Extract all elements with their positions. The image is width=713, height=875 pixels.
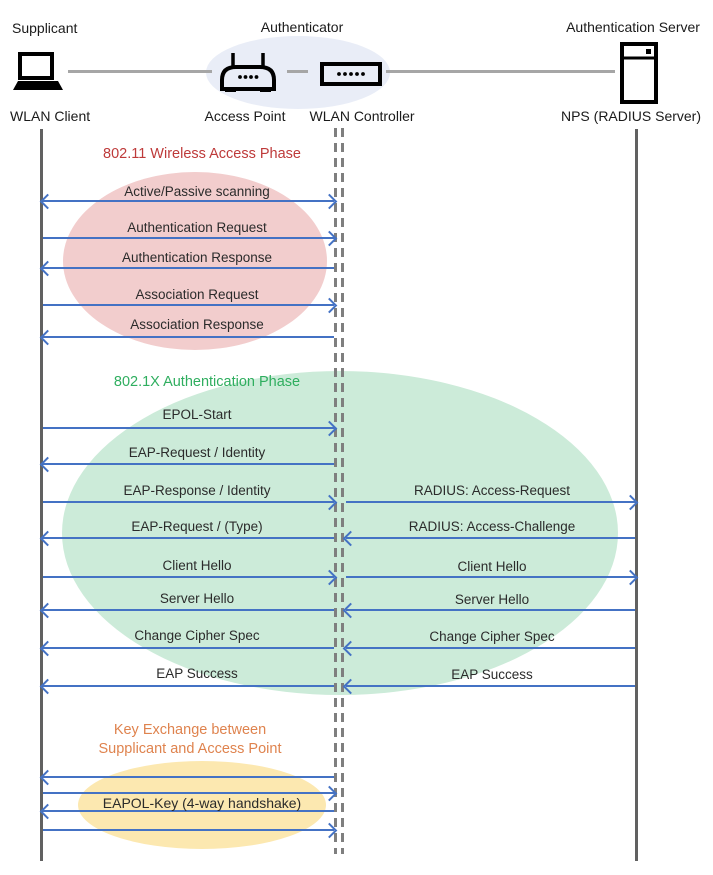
phase-title-key-exchange-line1: Key Exchange between: [113, 722, 267, 738]
arrow-handshake-2: [43, 792, 334, 794]
label-change-cipher-left: Change Cipher Spec: [134, 628, 260, 643]
arrow-eap-success-left: [43, 685, 334, 687]
label-assoc-response: Association Response: [130, 317, 264, 332]
access-point-icon: [217, 50, 279, 94]
arrow-assoc-request: [43, 304, 334, 306]
arrow-server-hello-right: [346, 609, 635, 611]
server-icon: [619, 42, 659, 104]
arrow-assoc-response: [43, 336, 334, 338]
arrow-eap-request-identity: [43, 463, 334, 465]
label-change-cipher-right: Change Cipher Spec: [429, 629, 555, 644]
arrow-radius-access-request: [346, 501, 635, 503]
arrow-auth-response: [43, 267, 334, 269]
connector-client-ap: [68, 70, 212, 73]
label-client-hello-right: Client Hello: [457, 559, 527, 574]
arrow-change-cipher-left: [43, 647, 334, 649]
phase-title-key-exchange-line2: Supplicant and Access Point: [98, 741, 282, 757]
label-eap-request-identity: EAP-Request / Identity: [128, 445, 266, 460]
device-wlan-client: WLAN Client: [10, 108, 91, 124]
label-eap-request-type: EAP-Request / (Type): [131, 519, 263, 534]
label-radius-access-request: RADIUS: Access-Request: [413, 483, 571, 498]
arrow-eap-response-identity: [43, 501, 334, 503]
device-nps: NPS (RADIUS Server): [560, 108, 702, 124]
label-scanning: Active/Passive scanning: [124, 184, 270, 199]
connector-controller-server: [386, 70, 615, 73]
label-assoc-request: Association Request: [135, 287, 259, 302]
arrow-client-hello-right: [346, 576, 635, 578]
connector-ap-controller: [287, 70, 308, 73]
arrow-server-hello-left: [43, 609, 334, 611]
arrow-eap-success-right: [346, 685, 635, 687]
phase-title-key-exchange: [70, 721, 310, 759]
label-eapol-key: EAPOL-Key (4-way handshake): [102, 795, 302, 811]
phase-title-wireless: 802.11 Wireless Access Phase: [103, 146, 301, 162]
role-supplicant: Supplicant: [12, 20, 78, 36]
arrow-auth-request: [43, 237, 334, 239]
label-eap-success-left: EAP Success: [156, 666, 238, 681]
label-server-hello-left: Server Hello: [159, 591, 235, 606]
laptop-icon: [12, 52, 64, 92]
lifeline-nps: [635, 129, 638, 861]
label-client-hello-left: Client Hello: [162, 558, 232, 573]
label-server-hello-right: Server Hello: [454, 592, 530, 607]
arrow-change-cipher-right: [346, 647, 635, 649]
arrow-handshake-4: [43, 829, 334, 831]
label-radius-access-challenge: RADIUS: Access-Challenge: [408, 519, 576, 534]
role-authenticator: Authenticator: [260, 19, 344, 35]
device-access-point: Access Point: [204, 108, 286, 124]
label-epol-start: EPOL-Start: [162, 407, 232, 422]
arrow-scanning: [43, 200, 334, 202]
arrow-eap-request-type: [43, 537, 334, 539]
label-auth-request: Authentication Request: [127, 220, 267, 235]
role-authentication-server: Authentication Server: [566, 19, 700, 35]
lifeline-wlan-controller-right: [341, 128, 344, 854]
label-eap-success-right: EAP Success: [451, 667, 533, 682]
device-wlan-controller: WLAN Controller: [309, 108, 415, 124]
label-auth-response: Authentication Response: [121, 250, 273, 265]
label-eap-response-identity: EAP-Response / Identity: [123, 483, 271, 498]
arrow-epol-start: [43, 427, 334, 429]
wlan-controller-icon: [320, 62, 382, 86]
phase-title-dot1x: 802.1X Authentication Phase: [113, 374, 301, 390]
arrow-handshake-1: [43, 776, 334, 778]
arrow-radius-access-challenge: [346, 537, 635, 539]
arrow-client-hello-left: [43, 576, 334, 578]
